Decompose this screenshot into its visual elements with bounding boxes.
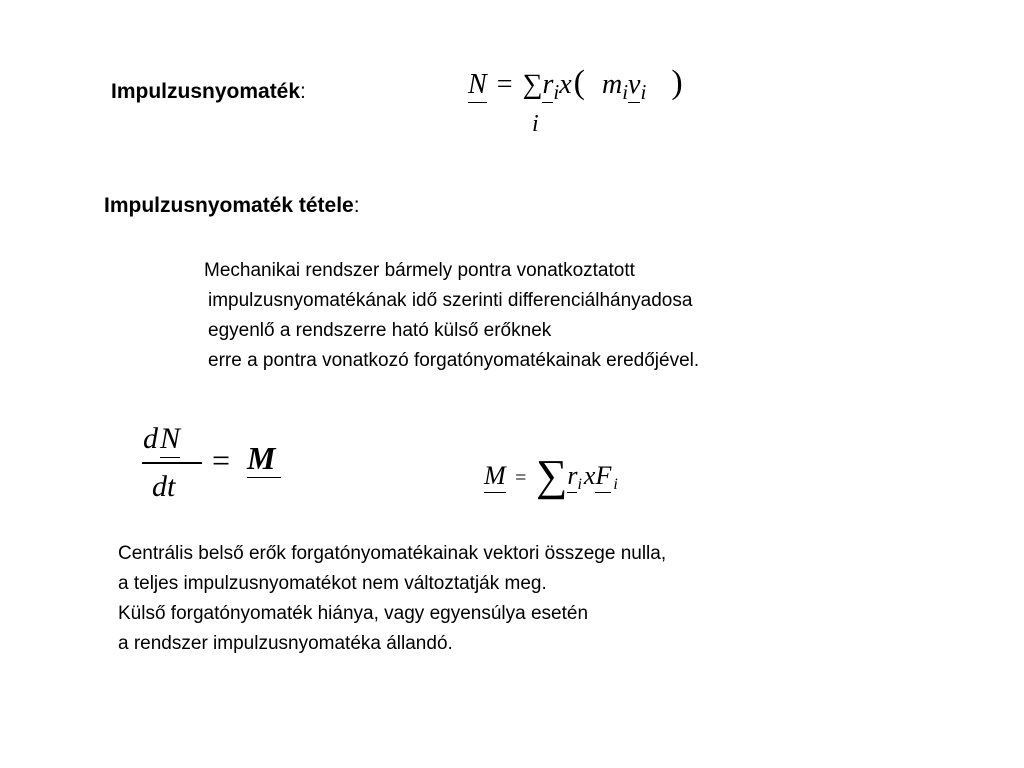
formula3-sum: ∑ (535, 451, 568, 500)
formula1-m: m (601, 69, 623, 100)
formula3-F: F (595, 463, 611, 493)
theorem-line-1: Mechanikai rendszer bármely pontra vonatkoztatott (204, 260, 635, 281)
formula2-denominator: dt (152, 470, 176, 503)
heading-impulzusnyomatek (111, 80, 306, 104)
formula1-N: N (468, 71, 487, 103)
formula1-v: v (628, 71, 640, 103)
theorem-line-2: impulzusnyomatékának idő szerinti differenciálhányadosa (208, 290, 693, 311)
formula3-cross: x (583, 461, 596, 490)
formula2-fraction-bar (142, 462, 202, 464)
formula2-N: N (160, 424, 180, 458)
formula1-cross: x (559, 69, 572, 100)
heading-theorem (104, 194, 360, 218)
formula2-numerator (143, 422, 180, 458)
heading-impulzusnyomatek-colon: : (300, 80, 306, 103)
formula-angular-momentum (468, 64, 683, 103)
formula1-lparen: ( (573, 64, 585, 101)
formula2-equals: = (212, 442, 231, 478)
heading-theorem-colon: : (353, 194, 360, 217)
theorem-line-4: erre a pontra vonatkozó forgatónyomatékainak eredőjével. (208, 350, 700, 371)
formula2-M: M (247, 440, 281, 478)
formula3-r-sub: i (577, 475, 582, 493)
formula1-sum: ∑ (522, 69, 543, 100)
formula3-M: M (484, 463, 506, 493)
formula3-equals: = (515, 467, 527, 489)
formula3-F-sub: i (613, 475, 618, 493)
formula1-rparen: ) (671, 64, 683, 101)
theorem-line-3: egyenlő a rendszerre ható külső erőknek (208, 320, 552, 341)
conclusion-line-3: Külső forgatónyomaték hiánya, vagy egyensúlya esetén (118, 603, 589, 624)
conclusion-line-1: Centrális belső erők forgatónyomatékainak vektori összege nulla, (118, 543, 667, 564)
heading-theorem-bold: Impulzusnyomaték tétele (104, 194, 354, 217)
conclusion-line-4: a rendszer impulzusnyomatéka állandó. (118, 633, 453, 654)
formula3-r: r (567, 463, 577, 493)
formula1-m-sub: i (622, 80, 629, 105)
formula-torque-sum (484, 444, 618, 500)
formula1-r: r (542, 71, 553, 103)
conclusion-line-2: a teljes impulzusnyomatékot nem változtatják meg. (118, 573, 547, 594)
formula1-equals: = (496, 69, 513, 100)
formula2-d: d (143, 422, 158, 455)
heading-impulzusnyomatek-bold: Impulzusnyomaték (111, 80, 301, 103)
formula1-v-sub: i (640, 80, 647, 105)
formula1-r-sub: i (553, 80, 560, 105)
formula1-sum-index: i (532, 111, 539, 137)
